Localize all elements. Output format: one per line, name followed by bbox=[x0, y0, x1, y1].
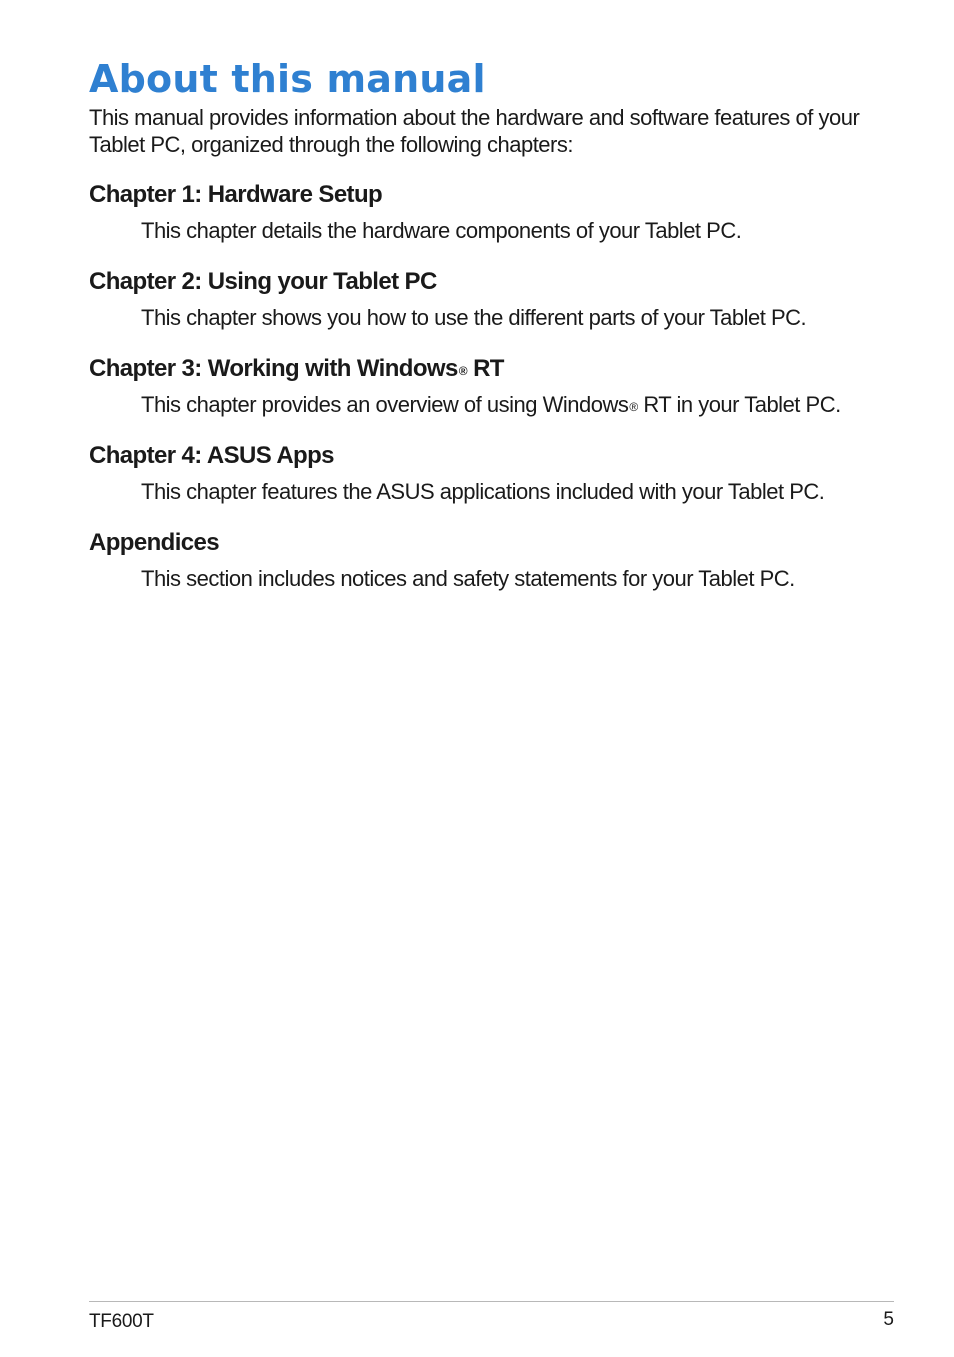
chapter-1-section bbox=[89, 180, 889, 245]
footer-page-number: 5 bbox=[883, 1309, 894, 1330]
chapter-3-description bbox=[141, 391, 889, 419]
chapter-4-description: This chapter features the ASUS applications included with your Tablet PC. bbox=[141, 479, 825, 504]
chapter-3-heading-suffix: RT bbox=[467, 355, 504, 382]
chapter-2-heading: Chapter 2: Using your Tablet PC bbox=[89, 268, 437, 295]
footer-divider bbox=[89, 1301, 894, 1302]
chapter-1-heading: Chapter 1: Hardware Setup bbox=[89, 181, 383, 208]
footer-model-name: TF600T bbox=[89, 1311, 154, 1332]
chapter-3-section bbox=[89, 354, 889, 419]
chapter-4-heading: Chapter 4: ASUS Apps bbox=[89, 442, 334, 469]
chapter-4-section bbox=[89, 441, 889, 506]
chapter-3-description-text: This chapter provides an overview of using Windows bbox=[141, 392, 629, 417]
chapter-1-description: This chapter details the hardware components of your Tablet PC. bbox=[141, 218, 742, 243]
chapter-3-description-suffix: RT in your Tablet PC. bbox=[637, 392, 841, 417]
chapter-3-heading bbox=[89, 354, 889, 384]
intro-paragraph: This manual provides information about the hardware and software features of your Tablet PC, organized through the following chapters: bbox=[89, 105, 860, 157]
page-title: About this manual bbox=[89, 57, 486, 101]
chapter-2-section bbox=[89, 267, 889, 332]
appendices-heading: Appendices bbox=[89, 529, 220, 556]
appendices-description: This section includes notices and safety statements for your Tablet PC. bbox=[141, 566, 795, 591]
appendices-section bbox=[89, 528, 889, 593]
chapter-3-heading-text: Chapter 3: Working with Windows bbox=[89, 355, 458, 382]
registered-mark: ® bbox=[458, 364, 467, 378]
registered-mark: ® bbox=[629, 400, 638, 414]
page-content bbox=[89, 56, 889, 593]
chapter-2-description: This chapter shows you how to use the different parts of your Tablet PC. bbox=[141, 305, 807, 330]
